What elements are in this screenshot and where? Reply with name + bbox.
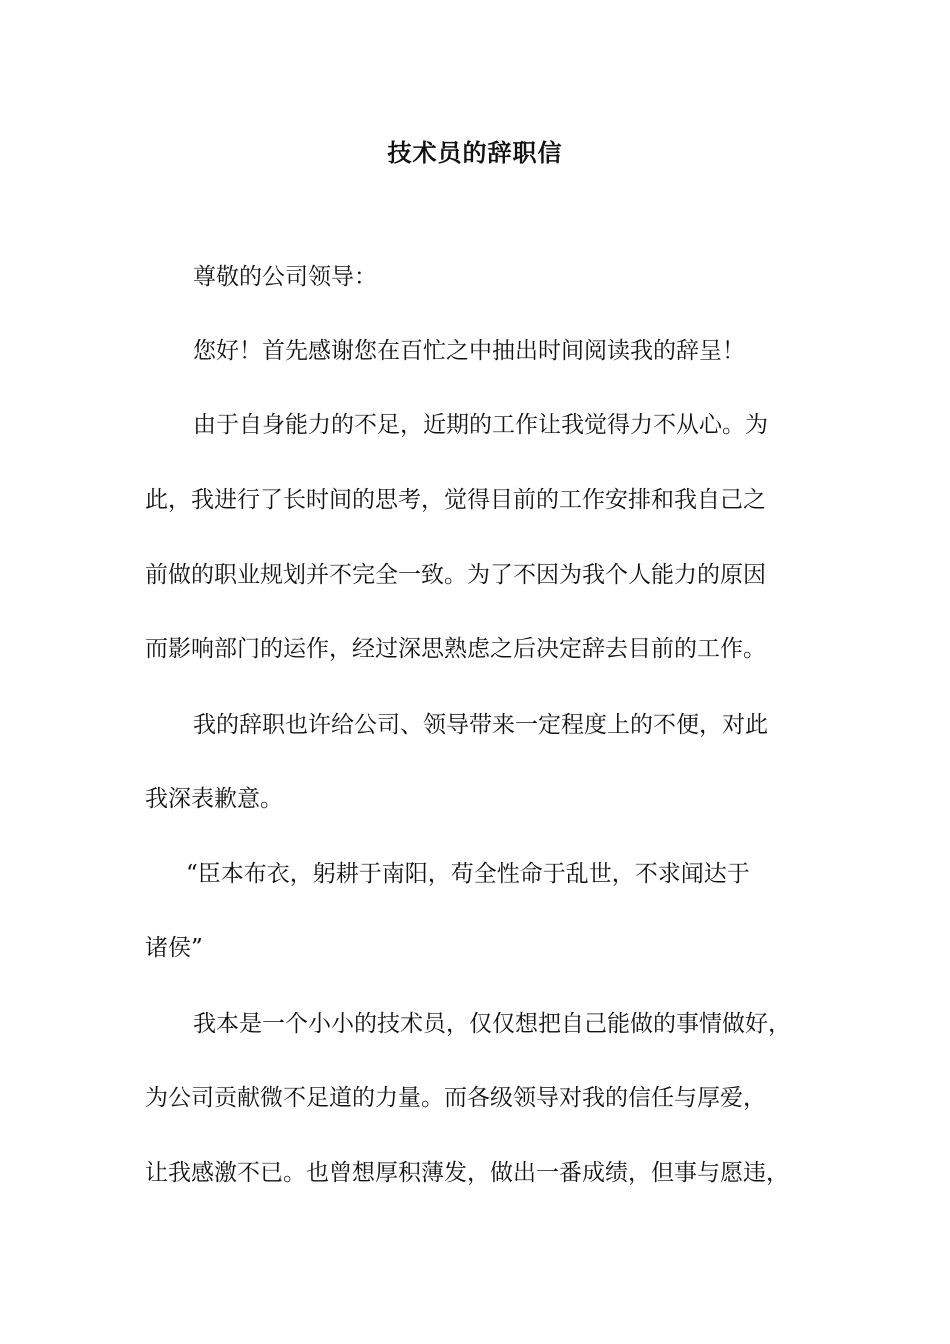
- body-line: 我的辞职也许给公司、领导带来一定程度上的不便，对此: [193, 712, 768, 738]
- quote-line: “臣本布衣，躬耕于南阳，苟全性命于乱世，不求闻达于: [186, 861, 750, 887]
- body-line: 由于自身能力的不足，近期的工作让我觉得力不从心。为: [193, 412, 768, 438]
- body-line: 让我感激不已。也曾想厚积薄发，做出一番成绩，但事与愿违，: [145, 1160, 789, 1186]
- body-line: 我深表歉意。: [145, 786, 283, 812]
- body-line: 此，我进行了长时间的思考，觉得目前的工作安排和我自己之: [145, 487, 766, 513]
- body-line: 前做的职业规划并不完全一致。为了不因为我个人能力的原因: [145, 562, 766, 588]
- document-title: 技术员的辞职信: [387, 138, 563, 167]
- body-line: 为公司贡献微不足道的力量。而各级领导对我的信任与厚爱，: [145, 1085, 766, 1111]
- body-line: 我本是一个小小的技术员，仅仅想把自己能做的事情做好，: [193, 1011, 791, 1037]
- body-line: 而影响部门的运作，经过深思熟虑之后决定辞去目前的工作。: [145, 636, 766, 662]
- salutation-line: 尊敬的公司领导：: [193, 264, 377, 290]
- greeting-line: 您好！首先感谢您在百忙之中抽出时间阅读我的辞呈！: [193, 338, 745, 364]
- quote-line: 诸侯”: [145, 935, 203, 961]
